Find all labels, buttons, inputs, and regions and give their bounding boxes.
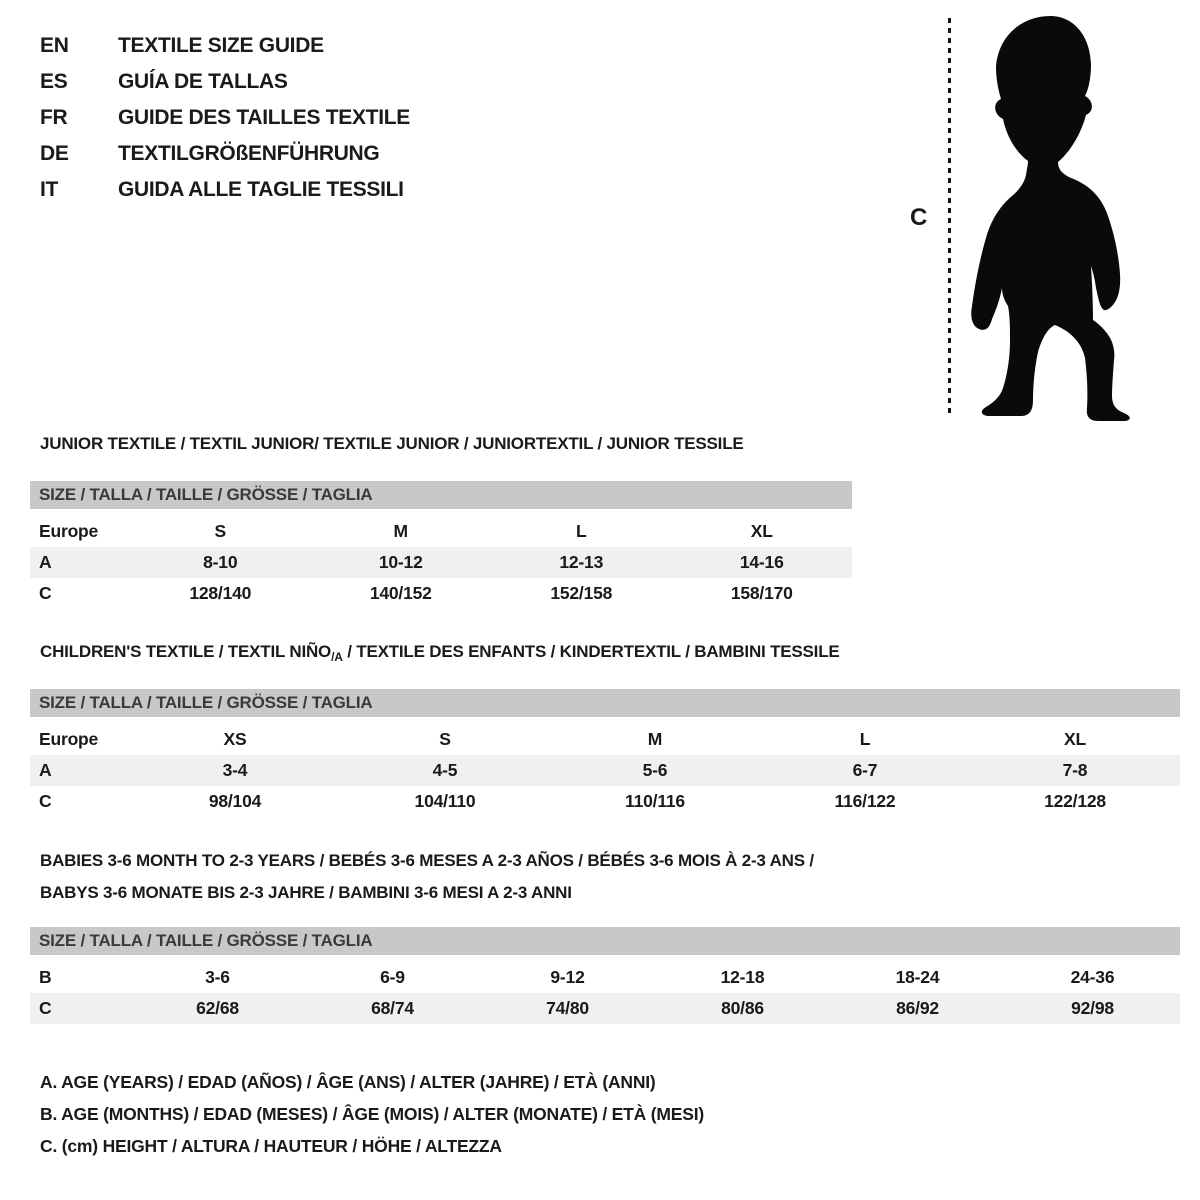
babies-section-title bbox=[40, 845, 814, 909]
lang-title: TEXTILE SIZE GUIDE bbox=[118, 34, 324, 57]
children-size-table bbox=[30, 689, 1180, 817]
row-label: A bbox=[39, 552, 52, 572]
lang-row-es bbox=[40, 64, 410, 100]
junior-section-title: JUNIOR TEXTILE / TEXTIL JUNIOR/ TEXTILE JUNIOR / JUNIORTEXTIL / JUNIOR TESSILE bbox=[40, 434, 744, 453]
table-cell: 128/140 bbox=[189, 583, 252, 603]
toddler-silhouette-icon bbox=[958, 12, 1148, 427]
table-cell: 6-9 bbox=[380, 967, 405, 987]
table-cell: 5-6 bbox=[642, 760, 668, 780]
height-dashed-line bbox=[948, 18, 951, 418]
table-cell: 62/68 bbox=[196, 998, 239, 1018]
lang-title: GUIDE DES TAILLES TEXTILE bbox=[118, 106, 410, 129]
table-cell: 12-13 bbox=[559, 552, 604, 572]
lang-title: GUÍA DE TALLAS bbox=[118, 70, 288, 93]
row-label: Europe bbox=[39, 729, 99, 749]
table-cell: 74/80 bbox=[546, 998, 589, 1018]
row-label: Europe bbox=[39, 521, 99, 541]
table-cell: S bbox=[439, 729, 451, 749]
size-table-header: SIZE / TALLA / TAILLE / GRÖSSE / TAGLIA bbox=[30, 689, 1180, 717]
table-cell: 110/116 bbox=[625, 791, 685, 811]
lang-code: IT bbox=[40, 178, 59, 201]
table-cell: 8-10 bbox=[203, 552, 238, 572]
legend-line-c: C. (cm) HEIGHT / ALTURA / HAUTEUR / HÖHE / ALTEZZA bbox=[40, 1136, 502, 1156]
table-cell: 24-36 bbox=[1070, 967, 1115, 987]
lang-code: ES bbox=[40, 70, 68, 93]
measurement-legend bbox=[40, 1066, 704, 1162]
table-cell: 18-24 bbox=[895, 967, 940, 987]
children-section-title bbox=[40, 642, 840, 664]
table-cell: 98/104 bbox=[208, 791, 262, 811]
lang-row-fr bbox=[40, 100, 410, 136]
lang-code: FR bbox=[40, 106, 68, 129]
babies-title-line1: BABIES 3-6 MONTH TO 2-3 YEARS / BEBÉS 3-6 MESES A 2-3 AÑOS / BÉBÉS 3-6 MOIS À 2-3 ANS / bbox=[40, 851, 814, 870]
lang-row-it bbox=[40, 172, 410, 208]
language-title-block bbox=[40, 28, 410, 208]
table-cell: 14-16 bbox=[739, 552, 784, 572]
lang-title: GUIDA ALLE TAGLIE TESSILI bbox=[118, 178, 404, 201]
lang-title: TEXTILGRÖßENFÜHRUNG bbox=[118, 142, 380, 165]
lang-row-de bbox=[40, 136, 410, 172]
table-cell: 116/122 bbox=[834, 791, 896, 811]
table-cell: XL bbox=[1064, 729, 1086, 749]
table-cell: 80/86 bbox=[721, 998, 764, 1018]
table-cell: 92/98 bbox=[1071, 998, 1114, 1018]
table-row bbox=[30, 578, 852, 609]
table-cell: 9-12 bbox=[550, 967, 585, 987]
table-row bbox=[30, 724, 1180, 755]
table-cell: 6-7 bbox=[852, 760, 878, 780]
table-cell: 158/170 bbox=[730, 583, 793, 603]
table-cell: 68/74 bbox=[371, 998, 414, 1018]
table-cell: 7-8 bbox=[1062, 760, 1088, 780]
table-cell: 10-12 bbox=[378, 552, 423, 572]
lang-row-en bbox=[40, 28, 410, 64]
table-cell: 104/110 bbox=[414, 791, 476, 811]
table-cell: 86/92 bbox=[896, 998, 939, 1018]
table-cell: L bbox=[576, 521, 587, 541]
legend-line-b: B. AGE (MONTHS) / EDAD (MESES) / ÂGE (MOIS) / ALTER (MONATE) / ETÀ (MESI) bbox=[40, 1104, 704, 1124]
legend-line-a: A. AGE (YEARS) / EDAD (AÑOS) / ÂGE (ANS) / ALTER (JAHRE) / ETÀ (ANNI) bbox=[40, 1072, 656, 1092]
table-row bbox=[30, 516, 852, 547]
row-label: B bbox=[39, 967, 52, 987]
babies-size-table bbox=[30, 927, 1180, 1024]
table-cell: S bbox=[214, 521, 226, 541]
table-cell: M bbox=[393, 521, 408, 541]
children-title-pre: CHILDREN'S TEXTILE / TEXTIL NIÑO bbox=[40, 642, 332, 661]
height-measure-label: C bbox=[910, 204, 928, 231]
table-row bbox=[30, 547, 852, 578]
table-row bbox=[30, 993, 1180, 1024]
table-cell: M bbox=[647, 729, 663, 749]
table-row bbox=[30, 755, 1180, 786]
row-label: C bbox=[39, 791, 52, 811]
row-label: A bbox=[39, 760, 52, 780]
junior-size-table bbox=[30, 481, 852, 609]
table-cell: XL bbox=[750, 521, 773, 541]
table-cell: 3-4 bbox=[222, 760, 248, 780]
table-cell: 4-5 bbox=[432, 760, 458, 780]
row-label: C bbox=[39, 998, 52, 1018]
babies-title-line2: BABYS 3-6 MONATE BIS 2-3 JAHRE / BAMBINI 3-6 MESI A 2-3 ANNI bbox=[40, 883, 572, 902]
table-cell: 152/158 bbox=[550, 583, 613, 603]
table-cell: 140/152 bbox=[369, 583, 432, 603]
table-cell: 12-18 bbox=[720, 967, 765, 987]
table-cell: 3-6 bbox=[205, 967, 230, 987]
children-title-sub: /A bbox=[331, 650, 343, 664]
row-label: C bbox=[39, 583, 52, 603]
table-cell: 122/128 bbox=[1044, 791, 1106, 811]
table-row bbox=[30, 786, 1180, 817]
size-table-header: SIZE / TALLA / TAILLE / GRÖSSE / TAGLIA bbox=[30, 927, 1180, 955]
children-title-post: / TEXTILE DES ENFANTS / KINDERTEXTIL / BAMBINI TESSILE bbox=[342, 642, 840, 661]
size-table-header: SIZE / TALLA / TAILLE / GRÖSSE / TAGLIA bbox=[30, 481, 852, 509]
table-cell: L bbox=[859, 729, 871, 749]
table-cell: XS bbox=[223, 729, 247, 749]
table-row bbox=[30, 962, 1180, 993]
lang-code: DE bbox=[40, 142, 69, 165]
lang-code: EN bbox=[40, 34, 69, 57]
